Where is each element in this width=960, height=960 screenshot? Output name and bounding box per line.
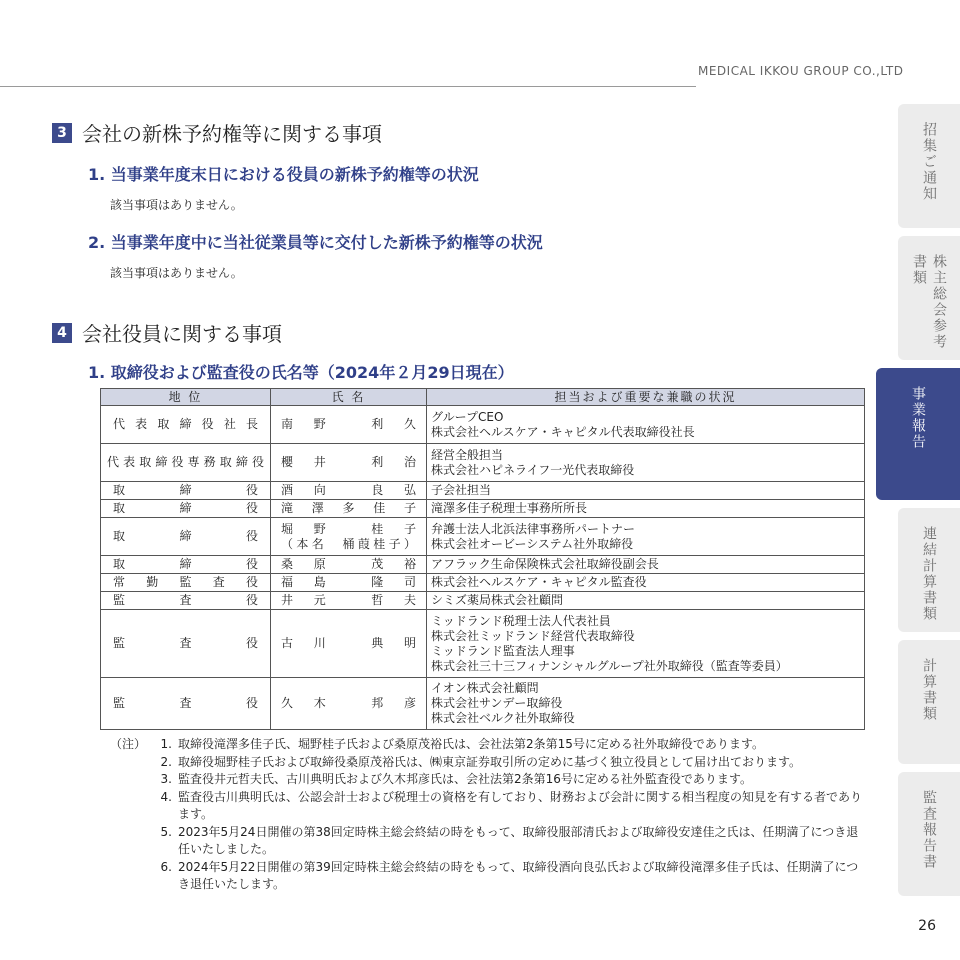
note-spacer bbox=[110, 754, 148, 772]
note-spacer bbox=[110, 771, 148, 789]
tab-label: 株主総会参考書類 bbox=[911, 254, 947, 350]
officer-name: 福島 隆司 bbox=[271, 574, 427, 592]
officer-name: 滝澤多佳子 bbox=[271, 500, 427, 518]
table-header-row bbox=[101, 389, 865, 406]
officer-details: 株式会社ヘルスケア・キャピタル監査役 bbox=[427, 574, 865, 592]
officer-position: 常勤監査役 bbox=[101, 574, 271, 592]
note-spacer bbox=[110, 789, 148, 824]
officer-name: 桑原 茂裕 bbox=[271, 556, 427, 574]
officer-position: 取締役 bbox=[101, 556, 271, 574]
table-row bbox=[101, 610, 865, 678]
tab-consolidated-financial-statements[interactable] bbox=[898, 508, 960, 632]
note-spacer bbox=[110, 859, 148, 894]
officer-name: 古川 典明 bbox=[271, 610, 427, 678]
officer-name: 井元 哲夫 bbox=[271, 592, 427, 610]
note-item bbox=[110, 859, 870, 894]
note-number: 4. bbox=[160, 789, 172, 804]
table-row bbox=[101, 592, 865, 610]
section-3-sub-2-title: 2. 当事業年度中に当社従業員等に交付した新株予約権等の状況 bbox=[88, 233, 543, 252]
officer-details bbox=[427, 678, 865, 730]
note-item bbox=[110, 736, 870, 754]
detail-line: ミッドランド監査法人理事 bbox=[431, 643, 575, 658]
company-name: MEDICAL IKKOU GROUP CO.,LTD bbox=[698, 64, 904, 78]
officer-name: 櫻井 利治 bbox=[271, 444, 427, 482]
table-row bbox=[101, 574, 865, 592]
table-row bbox=[101, 678, 865, 730]
detail-line: 株式会社三十三フィナンシャルグループ社外取締役（監査等委員） bbox=[431, 658, 788, 673]
tab-label: 連結計算書類 bbox=[921, 526, 937, 622]
table-row bbox=[101, 444, 865, 482]
officer-position: 代表取締役社長 bbox=[101, 406, 271, 444]
tab-convocation-notice[interactable] bbox=[898, 104, 960, 228]
note-item bbox=[110, 771, 870, 789]
detail-line: 株式会社ヘルスケア・キャピタル代表取締役社長 bbox=[431, 424, 695, 439]
tab-financial-statements[interactable] bbox=[898, 640, 960, 764]
officer-position: 監査役 bbox=[101, 592, 271, 610]
officer-details bbox=[427, 518, 865, 556]
tab-label: 計算書類 bbox=[921, 658, 937, 722]
note-number: 1. bbox=[160, 737, 172, 751]
tab-label: 事業報告 bbox=[910, 386, 926, 450]
officer-position: 監査役 bbox=[101, 678, 271, 730]
officer-details bbox=[427, 610, 865, 678]
detail-line: 株式会社ミッドランド経営代表取締役 bbox=[431, 628, 635, 643]
detail-line: 経営全般担当 bbox=[431, 447, 504, 462]
note-number: 3. bbox=[160, 772, 172, 786]
note-spacer bbox=[110, 824, 148, 859]
note-item bbox=[110, 754, 870, 772]
officer-name: 南野 利久 bbox=[271, 406, 427, 444]
header-details: 担当および重要な兼職の状況 bbox=[427, 389, 865, 406]
header-name: 氏 名 bbox=[271, 389, 427, 406]
officer-name: 久木 邦彦 bbox=[271, 678, 427, 730]
note-text: 取締役滝澤多佳子氏、堀野桂子氏および桑原茂裕氏は、会社法第2条第15号に定める社外取締役であります。 bbox=[178, 737, 764, 751]
header-rule bbox=[0, 86, 696, 87]
section-4-title bbox=[52, 318, 282, 347]
page-number: 26 bbox=[918, 918, 936, 934]
table-row bbox=[101, 500, 865, 518]
note-text: 2023年5月24日開催の第38回定時株主総会終結の時をもって、取締役服部清氏および取締役安達佳之氏は、任期満了につき退任いたしました。 bbox=[178, 824, 859, 856]
detail-line: 株式会社サンデー取締役 bbox=[431, 696, 563, 710]
detail-line: グループCEO bbox=[431, 409, 504, 424]
officer-name: 酒向 良弘 bbox=[271, 482, 427, 500]
section-3-sub-1-text: 該当事項はありません。 bbox=[110, 198, 243, 212]
officer-position: 代表取締役専務取締役 bbox=[101, 444, 271, 482]
table-row bbox=[101, 406, 865, 444]
officer-name-note: （本名 桶葭桂子） bbox=[281, 536, 416, 551]
officer-details: 滝澤多佳子税理士事務所所長 bbox=[427, 500, 865, 518]
officer-details bbox=[427, 444, 865, 482]
table-row bbox=[101, 556, 865, 574]
officers-table bbox=[100, 388, 865, 730]
officer-details: 子会社担当 bbox=[427, 482, 865, 500]
note-number: 2. bbox=[160, 754, 172, 769]
section-3-sub-2-text: 該当事項はありません。 bbox=[110, 266, 243, 280]
detail-line: 弁護士法人北浜法律事務所パートナー bbox=[431, 521, 636, 536]
officer-position: 取締役 bbox=[101, 500, 271, 518]
section-3-sub-1-title: 1. 当事業年度末日における役員の新株予約権等の状況 bbox=[88, 165, 479, 184]
officer-name bbox=[271, 518, 427, 556]
section-4-title-text: 会社役員に関する事項 bbox=[82, 322, 282, 346]
tab-reference-documents[interactable] bbox=[898, 236, 960, 360]
header-position: 地 位 bbox=[101, 389, 271, 406]
note-text: 監査役井元哲夫氏、古川典明氏および久木邦彦氏は、会社法第2条第16号に定める社外監査役であります。 bbox=[178, 772, 752, 786]
section-3-title bbox=[52, 118, 382, 147]
officer-position: 取締役 bbox=[101, 482, 271, 500]
officer-name-main: 堀野 桂子 bbox=[281, 521, 416, 536]
note-number: 6. bbox=[160, 859, 172, 874]
section-3-number: 3 bbox=[52, 123, 72, 143]
note-number: 5. bbox=[160, 824, 172, 839]
note-item bbox=[110, 789, 870, 824]
tab-label: 監査報告書 bbox=[921, 790, 937, 870]
tab-label: 招集ご通知 bbox=[921, 122, 937, 202]
table-row bbox=[101, 482, 865, 500]
detail-line: 株式会社ハピネライフ一光代表取締役 bbox=[431, 462, 635, 477]
detail-line: イオン株式会社顧問 bbox=[431, 681, 539, 695]
table-row bbox=[101, 518, 865, 556]
detail-line: 株式会社オービーシステム社外取締役 bbox=[431, 536, 634, 551]
officer-position: 監査役 bbox=[101, 610, 271, 678]
officer-details bbox=[427, 406, 865, 444]
note-text: 2024年5月22日開催の第39回定時株主総会終結の時をもって、取締役酒向良弘氏および取締役滝澤多佳子氏は、任期満了につき退任いたします。 bbox=[178, 859, 859, 891]
officer-details: アフラック生命保険株式会社取締役副会長 bbox=[427, 556, 865, 574]
note-text: 監査役古川典明氏は、公認会計士および税理士の資格を有しており、財務および会計に関する相当程度の知見を有する者であります。 bbox=[178, 789, 863, 821]
officer-details: シミズ薬局株式会社顧問 bbox=[427, 592, 865, 610]
officer-position: 取締役 bbox=[101, 518, 271, 556]
detail-line: 株式会社ベルク社外取締役 bbox=[431, 711, 575, 725]
notes bbox=[110, 736, 870, 894]
note-text: 取締役堀野桂子氏および取締役桑原茂裕氏は、㈱東京証券取引所の定めに基づく独立役員として届け出ております。 bbox=[178, 754, 802, 769]
section-4-sub-1-title: 1. 取締役および監査役の氏名等（2024年２月29日現在） bbox=[88, 363, 514, 382]
section-4-number: 4 bbox=[52, 323, 72, 343]
tab-business-report[interactable] bbox=[876, 368, 960, 500]
detail-line: ミッドランド税理士法人代表社員 bbox=[431, 613, 611, 628]
notes-label: （注） bbox=[110, 737, 147, 751]
note-item bbox=[110, 824, 870, 859]
tab-audit-report[interactable] bbox=[898, 772, 960, 896]
section-3-title-text: 会社の新株予約権等に関する事項 bbox=[82, 122, 382, 146]
